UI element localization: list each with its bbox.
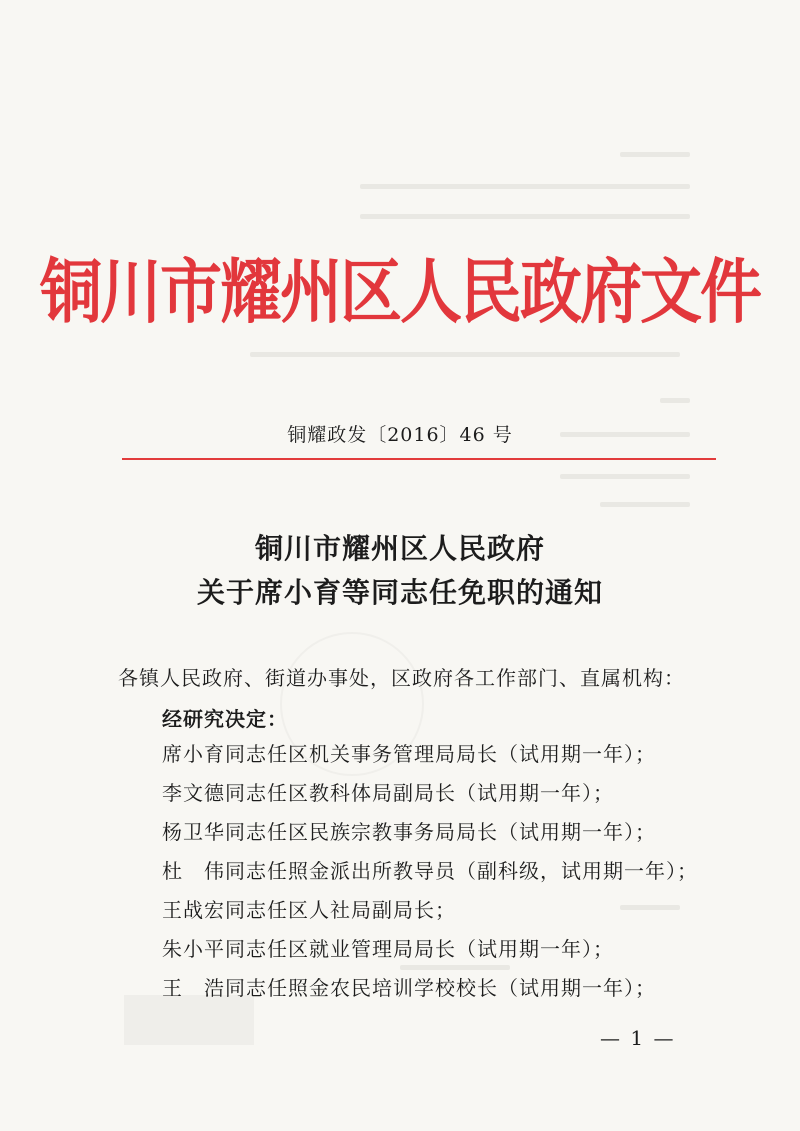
appointment-list xyxy=(162,738,698,1011)
appointment-item: 王 浩同志任照金农民培训学校校长（试用期一年）； xyxy=(162,976,656,1000)
appointment-item: 李文德同志任区教科体局副局长（试用期一年）； xyxy=(162,781,614,805)
appointment-item: 杜 伟同志任照金派出所教导员（副科级，试用期一年）； xyxy=(162,859,698,883)
red-divider-line xyxy=(122,458,716,460)
page-number: — 1 — xyxy=(600,1026,676,1050)
decision-intro: 经研究决定： xyxy=(162,707,288,731)
appointment-item: 席小育同志任区机关事务管理局局长（试用期一年）； xyxy=(162,742,656,766)
document-header-title: 铜川市耀州区人民政府文件 xyxy=(39,250,760,334)
notice-title-line2: 关于席小育等同志任免职的通知 xyxy=(196,576,603,609)
appointment-item: 王战宏同志任区人社局副局长； xyxy=(162,898,456,922)
addressee-line: 各镇人民政府、街道办事处，区政府各工作部门、直属机构： xyxy=(118,666,685,690)
appointment-item: 朱小平同志任区就业管理局局长（试用期一年）； xyxy=(162,937,614,961)
appointment-item: 杨卫华同志任区民族宗教事务局局长（试用期一年）； xyxy=(162,820,656,844)
document-number: 铜耀政发〔2016〕46 号 xyxy=(287,424,513,446)
notice-title-line1: 铜川市耀州区人民政府 xyxy=(254,532,545,565)
